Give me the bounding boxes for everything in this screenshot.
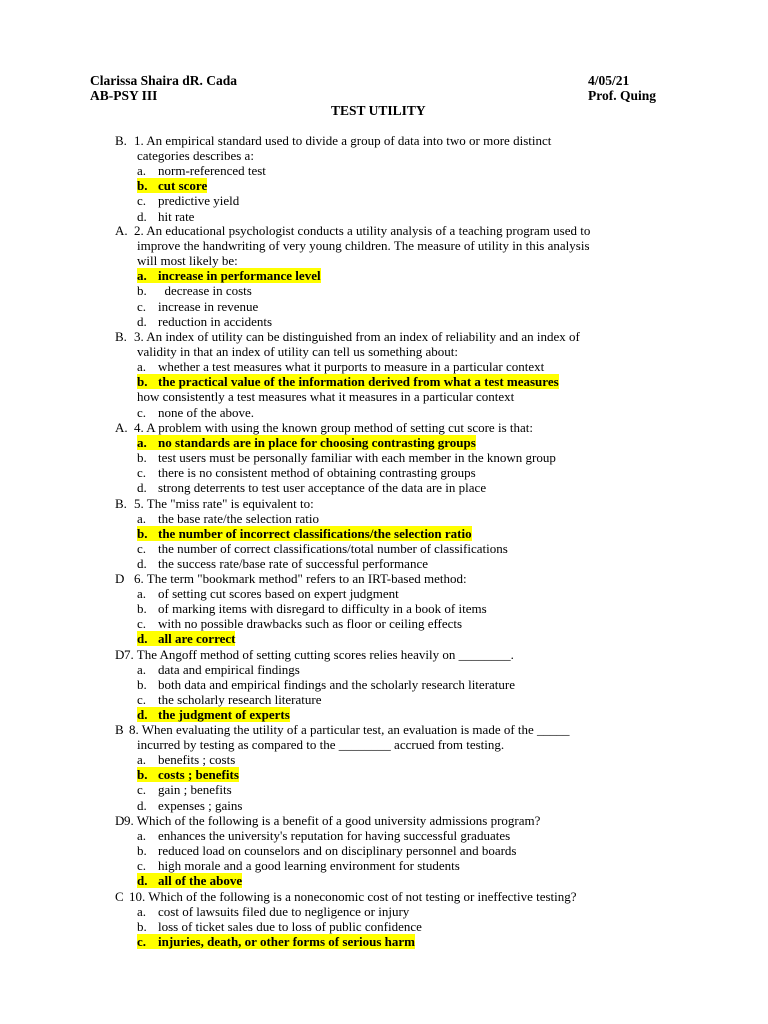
option-correct xyxy=(137,178,207,193)
option-text: the number of correct classifications/total number of classifications xyxy=(158,541,508,557)
option-letter: c. xyxy=(137,541,147,557)
answer-marker: B. xyxy=(115,133,127,148)
option-letter: a. xyxy=(137,359,147,375)
question-text: 8. When evaluating the utility of a particular test, an evaluation is made of the _____ xyxy=(129,722,570,737)
option-letter: a. xyxy=(137,163,147,179)
option xyxy=(137,904,409,919)
option xyxy=(137,450,556,465)
option-correct xyxy=(137,707,290,722)
question-text: 5. The "miss rate" is equivalent to: xyxy=(134,496,314,511)
option xyxy=(137,314,272,329)
option-letter: c. xyxy=(137,298,147,314)
option xyxy=(137,662,300,677)
answer-marker: A. xyxy=(115,223,128,238)
option-letter: c. xyxy=(137,193,147,209)
option-letter: c. xyxy=(137,465,147,481)
option-letter: d. xyxy=(137,313,147,329)
option-letter: b. xyxy=(137,919,147,935)
option xyxy=(137,541,508,556)
option-letter: a. xyxy=(137,828,147,844)
answer-marker: D xyxy=(115,813,125,828)
option xyxy=(137,465,476,480)
option-letter: a. xyxy=(137,268,158,283)
option xyxy=(137,798,242,813)
option xyxy=(137,283,252,298)
option-text: all of the above xyxy=(158,873,243,889)
option xyxy=(137,193,239,208)
option-text: the number of incorrect classifications/the selection ratio xyxy=(158,526,472,542)
option xyxy=(137,692,322,707)
answer-marker: B. xyxy=(115,496,127,511)
question-text: 3. An index of utility can be distinguished from an index of reliability and an index of xyxy=(134,329,580,344)
option xyxy=(137,389,514,404)
option-letter: b. xyxy=(137,526,158,541)
option xyxy=(137,843,516,858)
option-letter: c. xyxy=(137,404,147,420)
question-text: 9. Which of the following is a benefit of a good university admissions program? xyxy=(124,813,541,828)
option-correct xyxy=(137,374,559,389)
question-text: 1. An empirical standard used to divide a group of data into two or more distinct xyxy=(134,133,552,148)
option-letter: b. xyxy=(137,767,158,782)
option-text: no standards are in place for choosing contrasting groups xyxy=(158,435,476,451)
question-text: 7. The Angoff method of setting cutting scores relies heavily on ________. xyxy=(124,647,514,662)
question-text: 10. Which of the following is a noneconomic cost of not testing or ineffective testing? xyxy=(129,889,577,904)
option-letter: b. xyxy=(137,283,147,299)
option-text: the success rate/base rate of successful performance xyxy=(158,556,428,572)
option-correct xyxy=(137,873,242,888)
option-text: strong deterrents to test user acceptance of the data are in place xyxy=(158,480,487,496)
question-text: categories describes a: xyxy=(137,148,254,164)
option-letter: d. xyxy=(137,556,147,572)
option-correct xyxy=(137,526,472,541)
option xyxy=(137,677,515,692)
option-text: of setting cut scores based on expert judgment xyxy=(158,586,399,602)
student-name: Clarissa Shaira dR. Cada xyxy=(90,73,238,88)
option-text: increase in revenue xyxy=(158,298,259,314)
question-text: improve the handwriting of very young children. The measure of utility in this analysis xyxy=(137,238,590,254)
option-letter: b. xyxy=(137,843,147,859)
option-text: expenses ; gains xyxy=(158,797,243,813)
option-text: predictive yield xyxy=(158,193,240,209)
option-text: loss of ticket sales due to loss of public confidence xyxy=(158,919,422,935)
option-text: all are correct xyxy=(158,631,236,647)
option-correct xyxy=(137,631,235,646)
option-text: reduction in accidents xyxy=(158,313,273,329)
option-text: injuries, death, or other forms of serious harm xyxy=(158,934,415,950)
date-label: 4/05/21 xyxy=(588,73,630,88)
option-letter: b. xyxy=(137,178,158,193)
option-text: cut score xyxy=(158,178,208,194)
option-text: the judgment of experts xyxy=(158,707,290,723)
option-letter: d. xyxy=(137,873,158,888)
option xyxy=(137,299,258,314)
option-letter: a. xyxy=(137,752,147,768)
option-text: norm-referenced test xyxy=(158,163,266,179)
question-text: 6. The term "bookmark method" refers to an IRT-based method: xyxy=(134,571,467,586)
option xyxy=(137,163,266,178)
option-letter: d. xyxy=(137,707,158,722)
answer-marker: D xyxy=(115,647,125,662)
question-text: incurred by testing as compared to the ________ accrued from testing. xyxy=(137,737,505,753)
option-text: how consistently a test measures what it measures in a particular context xyxy=(137,389,515,405)
option-letter: a. xyxy=(137,662,147,678)
option-letter: d. xyxy=(137,480,147,496)
option-text: none of the above. xyxy=(158,404,255,420)
question-text: 4. A problem with using the known group method of setting cut score is that: xyxy=(134,420,533,435)
option-text: costs ; benefits xyxy=(158,767,239,783)
option-correct xyxy=(137,934,415,949)
option-text: the base rate/the selection ratio xyxy=(158,511,319,527)
option-text: there is no consistent method of obtaining contrasting groups xyxy=(158,465,476,481)
option xyxy=(137,586,399,601)
option xyxy=(137,752,235,767)
option xyxy=(137,919,422,934)
option-text: with no possible drawbacks such as floor or ceiling effects xyxy=(158,616,463,632)
option-letter: b. xyxy=(137,450,147,466)
option xyxy=(137,511,319,526)
option xyxy=(137,828,510,843)
option-text: increase in performance level xyxy=(158,268,321,284)
option-letter: c. xyxy=(137,616,147,632)
option-text: both data and empirical findings and the scholarly research literature xyxy=(158,677,515,693)
option xyxy=(137,405,254,420)
question-text: validity in that an index of utility can tell us something about: xyxy=(137,344,458,360)
option-letter: b. xyxy=(137,374,158,389)
answer-marker: B xyxy=(115,722,124,737)
question-text: 2. An educational psychologist conducts a utility analysis of a teaching program used to xyxy=(134,223,591,238)
option-text: the practical value of the information derived from what a test measures xyxy=(158,374,559,390)
option-correct xyxy=(137,435,476,450)
option-text: reduced load on counselors and on disciplinary personnel and boards xyxy=(158,843,517,859)
option-text: data and empirical findings xyxy=(158,662,300,678)
option-text: hit rate xyxy=(158,208,195,224)
option-letter: b. xyxy=(137,601,147,617)
option xyxy=(137,782,232,797)
option xyxy=(137,209,194,224)
option-letter: c. xyxy=(137,858,147,874)
option-letter: b. xyxy=(137,677,147,693)
option xyxy=(137,480,486,495)
option-text: the scholarly research literature xyxy=(158,692,322,708)
option xyxy=(137,601,487,616)
option-text: high morale and a good learning environment for students xyxy=(158,858,460,874)
option xyxy=(137,858,460,873)
option-text: whether a test measures what it purports to measure in a particular context xyxy=(158,359,545,375)
answer-marker: C xyxy=(115,889,124,904)
option-letter: c. xyxy=(137,934,158,949)
option-letter: a. xyxy=(137,904,147,920)
option-text: enhances the university's reputation for having successful graduates xyxy=(158,828,511,844)
document-title: TEST UTILITY xyxy=(331,103,426,118)
question-text: will most likely be: xyxy=(137,253,238,269)
option-correct xyxy=(137,767,239,782)
answer-marker: B. xyxy=(115,329,127,344)
option xyxy=(137,359,544,374)
course-label: AB-PSY III xyxy=(90,88,158,103)
professor-label: Prof. Quing xyxy=(588,88,657,103)
option-text: benefits ; costs xyxy=(158,752,236,768)
option-text: cost of lawsuits filed due to negligence or injury xyxy=(158,904,410,920)
option-letter: c. xyxy=(137,692,147,708)
option xyxy=(137,556,428,571)
option-letter: c. xyxy=(137,782,147,798)
option-letter: a. xyxy=(137,435,158,450)
answer-marker: A. xyxy=(115,420,128,435)
option-text: decrease in costs xyxy=(158,283,252,299)
option-letter: d. xyxy=(137,797,147,813)
option-correct xyxy=(137,268,321,283)
answer-marker: D xyxy=(115,571,125,586)
option-letter: a. xyxy=(137,586,147,602)
option-text: test users must be personally familiar with each member in the known group xyxy=(158,450,556,466)
option-letter: d. xyxy=(137,208,147,224)
option-text: gain ; benefits xyxy=(158,782,232,798)
option-letter: a. xyxy=(137,511,147,527)
option-text: of marking items with disregard to difficulty in a book of items xyxy=(158,601,487,617)
option-letter: d. xyxy=(137,631,158,646)
option xyxy=(137,616,462,631)
